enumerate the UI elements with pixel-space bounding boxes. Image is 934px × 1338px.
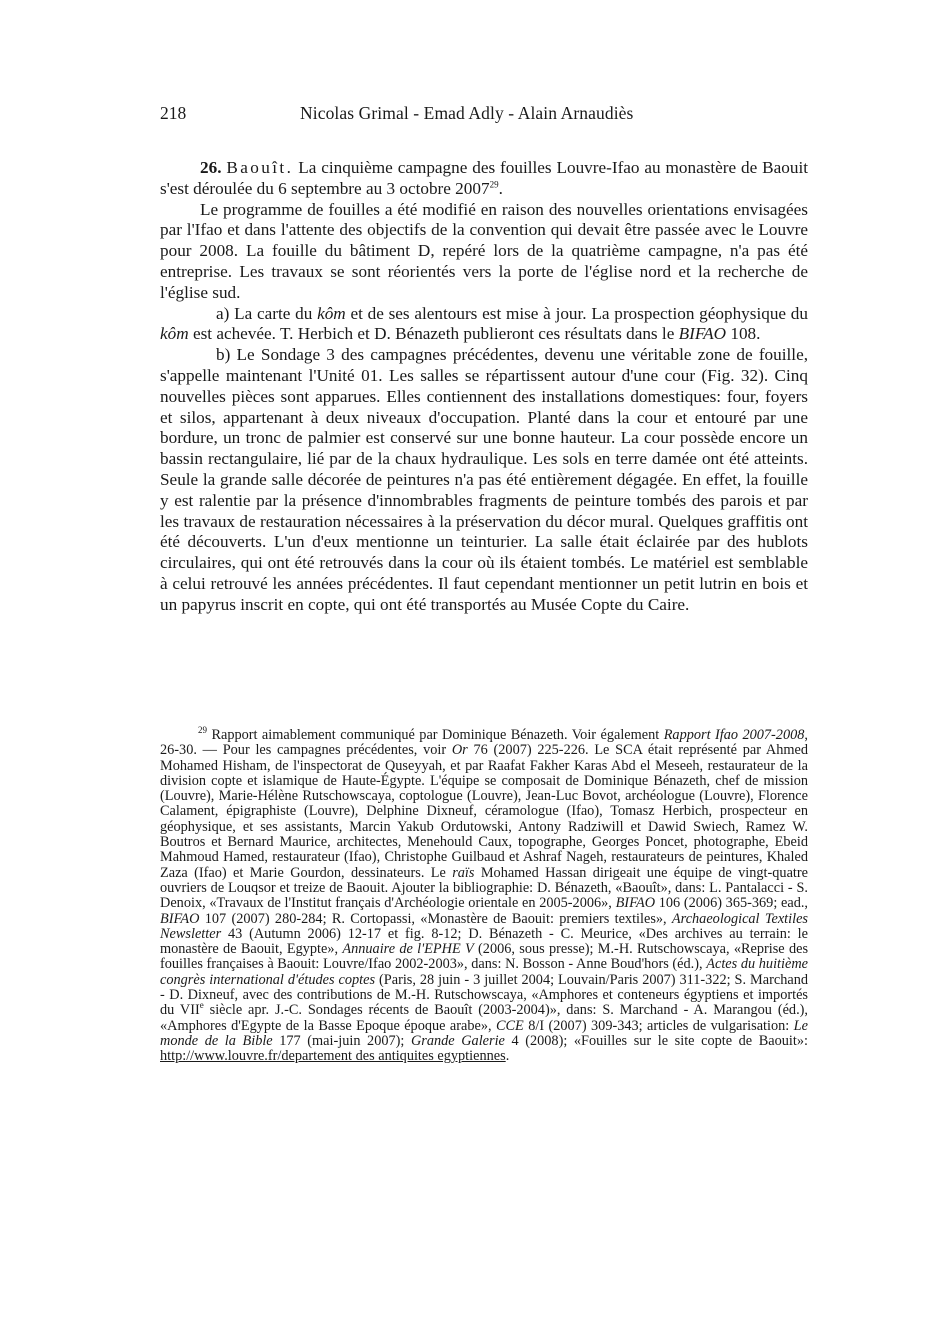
running-head: Nicolas Grimal - Emad Adly - Alain Arnaudiès (300, 103, 634, 123)
intro-text: La cinquième campagne des fouilles Louvre-Ifao au monastère de Baouit s'est déroulée du 6 septembre au 3 octobre 2007 (160, 158, 808, 198)
paragraph-b: b) Le Sondage 3 des campagnes précédentes, devenu une véritable zone de fouille, s'appelle maintenant l'Unité 01. Les salles se répartissent autour d'une cour (Fig. 32). Cinq nouvelles pièces sont apparues. Elles contiennent des installations domestiques: four, foyers et silos, appartenant à deux niveaux d'occupation. Planté dans la cour et entouré par une bordure, un tronc de palmier est conservé sur une bonne hauteur. La cour possède encore un bassin rectangulaire, lié par de la chaux hydraulique. Les sols en terre damée ont été atteints. Seule la grande salle décorée de peintures n'a pas été entièrement dégagée. En effet, la fouille y est ralentie par la présence d'innombrables fragments de peinture tombés des parois et par les travaux de restauration nécessaires à la préservation du décor mural. Quelques graffitis ont été découverts. L'un d'eux mentionne un teinturier. La salle était éclairée par des hublots circulaires, qui ont été retrouvés dans la cour où ils étaient tombés. Le matériel est semblable à celui retrouvé les années précédentes. Il faut cependant mentionner un petit lutrin en bois et un papyrus inscrit en copte, qui ont été transportés au Musée Copte du Caire. (160, 345, 808, 614)
page-number: 218 (160, 103, 187, 123)
section-number: 26. (200, 158, 222, 177)
page-header (160, 103, 810, 129)
paragraph-a: a) La carte du kôm et de ses alentours est mise à jour. La prospection géophysique du kôm est achevée. T. Herbich et D. Bénazeth publieront ces résultats dans le BIFAO 108. (160, 303, 808, 344)
footnote-ref[interactable]: 29 (489, 179, 499, 190)
footnotes (160, 725, 809, 1065)
footnote-number: 29 (198, 725, 207, 736)
footnote-29: $^{29}$ Rapport aimablement communiqué par Dominique Bénazeth. Voir également Rapport Ifao 2007-2008, 26-30. — Pour les campagnes précédentes, voir Or 76 (2007) 225-226. Le SCA était représenté par Ahmed Mohamed Hisham, de l'inspectorat de Quseyyah, et par Raafat Fakher Karas Abd el Meseeh, restaurateur de la division copte et islamique de Haute-Égypte. L'équipe se composait de Dominique Bénazeth, chef de mission (Louvre), Marie-Hélène Rutschowscaya, coptologue (Louvre), Jean-Luc Bovot, archéologue (Louvre), Florence Calament, épigraphiste (Louvre), Delphine Dixneuf, céramologue (Ifao), Tomasz Herbich, prospecteur en géophysique, et ses assistants, Marcin Yakub Ordutowski, Antony Radziwill et Dawid Swiech, Ramez W. Boutros et Bernard Maurice, architectes, Menehould Caux, topographe, Georges Poncet, photographe, Ebeid Mahmoud Hamed, restaurateur (Ifao), Christophe Guilbaud et Ashraf Nageh, restaurateurs de peintures, Khaled Zaza (Ifao) et Marie Gourdon, dessinateurs. Le raïs Mohamed Hassan dirigeait une équipe de vingt-quatre ouvriers de Louqsor et treize de Baouit. Ajouter la bibliographie: D. Bénazeth, «Baouît», dans: L. Pantalacci - S. Denoix, «Travaux de l'Institut français d'Archéologie orientale en 2005-2006», BIFAO 106 (2006) 365-369; ead., BIFAO 107 (2007) 280-284; R. Cortopassi, «Monastère de Baouit: premiers textiles», Archaeological Textiles Newsletter 43 (Autumn 2006) 12-17 et fig. 8-12; D. Bénazeth - C. Meurice, «Des archives au terrain: le monastère de Baouit, Egypte», Annuaire de l'EPHE V (2006, sous presse); M.-H. Rutschowscaya, «Reprise des fouilles françaises à Baouit: Louvre/Ifao 2002-2003», dans: N. Bosson - Anne Boud'hors (éd.), Actes du huitième congrès international d'études coptes (Paris, 28 juin - 3 juillet 2004; Louvain/Paris 2007) 311-322; S. Marchand - D. Dixneuf, avec des contributions de M.-H. Rutschowscaya, «Amphores et conteneurs égyptiens et importés du VIIe siècle apr. J.-C. Sondages récents de Baouît (2003-2004)», dans: S. Marchand - A. Marangou (éd.), «Amphores d'Egypte de la Basse Epoque époque arabe», CCE 8/I (2007) 309-343; articles de vulgarisation: Le monde de la Bible 177 (mai-juin 2007); Grande Galerie 4 (2008); «Fouilles sur le site copte de Baouit»: http://www.louvre.fr/departement des antiquites egyptiennes. (160, 725, 809, 1065)
main-text (160, 158, 808, 616)
paragraph-program: Le programme de fouilles a été modifié en raison des nouvelles orientations envisagées par l'Ifao et dans l'attente des objectifs de la convention qui devait être passée avec le Louvre pour 2008. La fouille du bâtiment D, repéré lors de la quatrième campagne, n'a pas été entreprise. Les travaux se sont réorientés vers la porte de l'église nord et la recherche de l'église sud. (160, 199, 808, 302)
section-title: Baouît. (226, 158, 294, 177)
section-intro-paragraph: 26. Baouît. La cinquième campagne des fouilles Louvre-Ifao au monastère de Baouit s'est déroulée du 6 septembre au 3 octobre 2007$^{29}$. (160, 158, 808, 198)
louvre-link[interactable]: http://www.louvre.fr/departement des antiquites egyptiennes (160, 1048, 506, 1065)
